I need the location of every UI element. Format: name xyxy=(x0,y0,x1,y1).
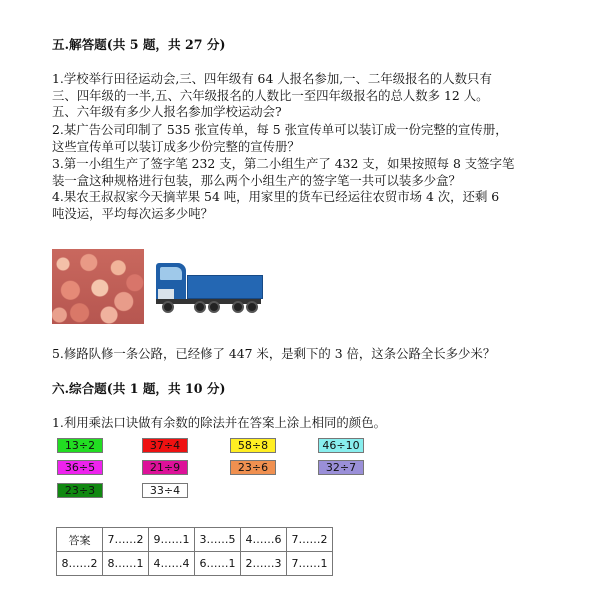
table-cell[interactable]: 6……1 xyxy=(195,552,241,576)
apples-photo xyxy=(52,249,144,324)
color-box[interactable]: 58÷8 xyxy=(230,438,276,453)
truck-wheel xyxy=(194,301,206,313)
truck-grille xyxy=(158,289,174,299)
table-cell[interactable]: 4……4 xyxy=(149,552,195,576)
table-cell[interactable]: 7……1 xyxy=(287,552,333,576)
table-cell[interactable]: 8……1 xyxy=(103,552,149,576)
section6-instruction: 1.利用乘法口诀做有余数的除法并在答案上涂上相同的颜色。 xyxy=(52,415,386,430)
q3-line1: 3.第一小组生产了签字笔 232 支，第二小组生产了 432 支，如果按照每 8 支签字笔 xyxy=(52,156,515,171)
color-box[interactable]: 21÷9 xyxy=(142,460,188,475)
q1-line3: 五、六年级有多少人报名参加学校运动会? xyxy=(52,104,282,119)
table-cell[interactable]: 3……5 xyxy=(195,528,241,552)
q1-line1: 1.学校举行田径运动会,三、四年级有 64 人报名参加,一、二年级报名的人数只有 xyxy=(52,71,492,86)
section6-heading: 六.综合题(共 1 题，共 10 分) xyxy=(52,381,226,396)
table-cell[interactable]: 7……2 xyxy=(103,528,149,552)
q1-line2: 三、四年级的一半,五、六年级报名的人数比一至四年级报名的总人数多 12 人。 xyxy=(52,88,489,103)
color-box[interactable]: 23÷6 xyxy=(230,460,276,475)
color-box[interactable]: 36÷5 xyxy=(57,460,103,475)
q4-line2: 吨没运，平均每次运多少吨？ xyxy=(52,206,214,221)
truck-wheel xyxy=(162,301,174,313)
truck-cargo-bed xyxy=(187,275,263,299)
truck-window xyxy=(160,267,182,280)
color-box[interactable]: 46÷10 xyxy=(318,438,364,453)
color-box[interactable]: 13÷2 xyxy=(57,438,103,453)
table-cell[interactable]: 2……3 xyxy=(241,552,287,576)
truck-wheel xyxy=(246,301,258,313)
table-cell[interactable]: 8……2 xyxy=(57,552,103,576)
truck-wheel xyxy=(208,301,220,313)
table-cell: 答案 xyxy=(57,528,103,552)
table-cell[interactable]: 7……2 xyxy=(287,528,333,552)
q5-line: 5.修路队修一条公路，已经修了 447 米，是剩下的 3 倍，这条公路全长多少米？ xyxy=(52,346,496,361)
q2-line2: 这些宣传单可以装订成多少份完整的宣传册？ xyxy=(52,139,300,154)
color-box[interactable]: 23÷3 xyxy=(57,483,103,498)
q2-line1: 2.某广告公司印制了 535 张宣传单，每 5 张宣传单可以装订成一份完整的宣传册， xyxy=(52,122,508,137)
table-row xyxy=(57,552,333,576)
q3-line2: 装一盒这种规格进行包装，那么两个小组生产的签字笔一共可以装多少盒？ xyxy=(52,173,461,188)
q4-line1: 4.果农王叔叔家今天摘苹果 54 吨，用家里的货车已经运往农贸市场 4 次，还剩 6 xyxy=(52,189,500,204)
table-cell[interactable]: 4……6 xyxy=(241,528,287,552)
truck-photo xyxy=(148,249,264,324)
color-box[interactable]: 33÷4 xyxy=(142,483,188,498)
color-box[interactable]: 32÷7 xyxy=(318,460,364,475)
truck-wheel xyxy=(232,301,244,313)
answer-table xyxy=(56,527,333,576)
section5-heading: 五.解答题(共 5 题，共 27 分) xyxy=(52,37,226,52)
color-box[interactable]: 37÷4 xyxy=(142,438,188,453)
table-row xyxy=(57,528,333,552)
table-cell[interactable]: 9……1 xyxy=(149,528,195,552)
